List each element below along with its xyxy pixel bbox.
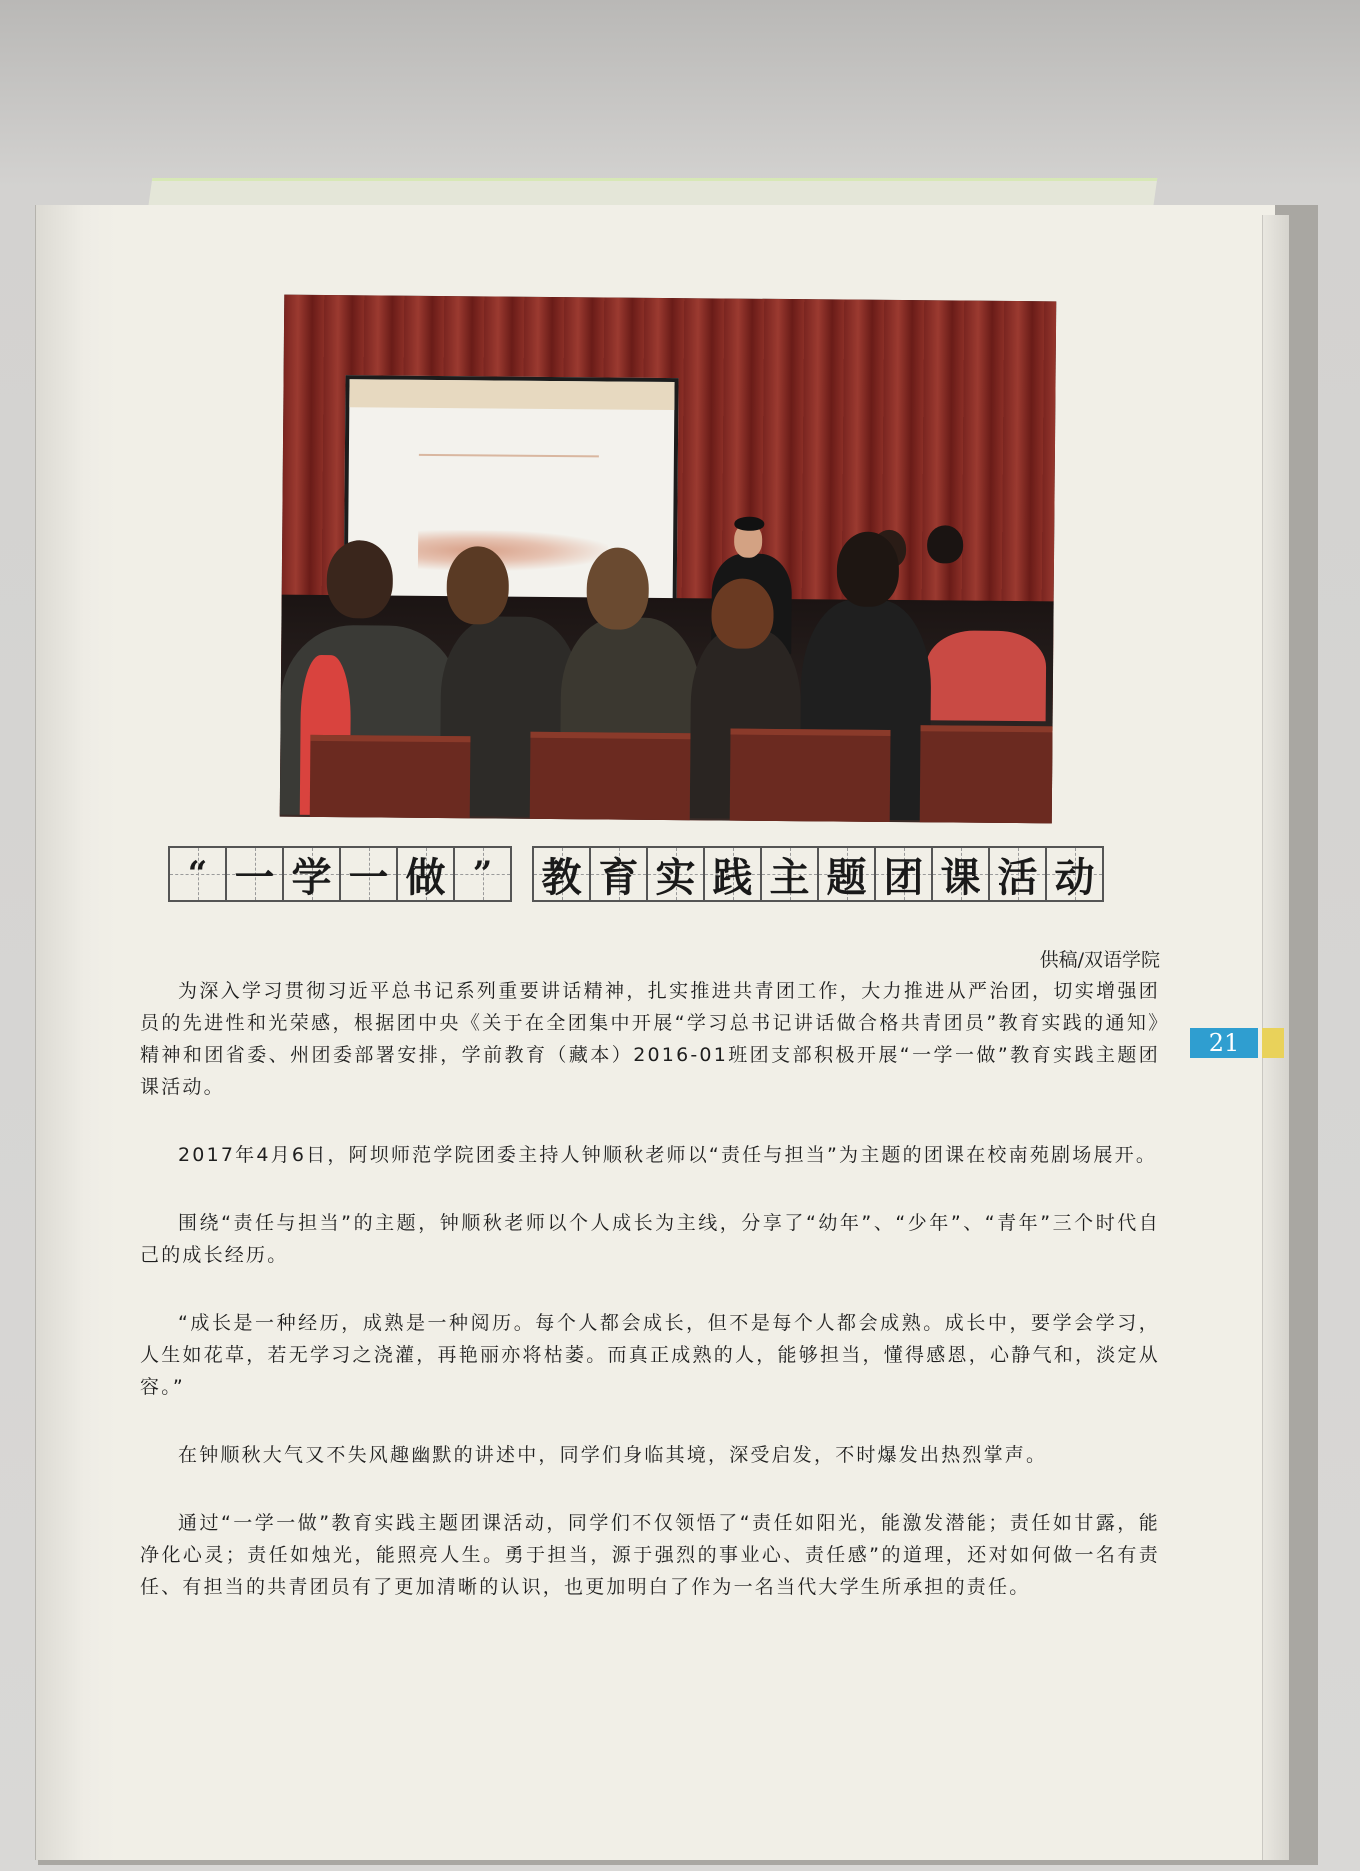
title-part-1: “ 一 学 一 做 ” xyxy=(170,846,512,902)
slide-graphic xyxy=(418,530,608,572)
paragraph: 在钟顺秋大气又不失风趣幽默的讲述中，同学们身临其境，深受启发，不时爆发出热烈掌声。 xyxy=(178,1444,1048,1466)
article-title xyxy=(170,840,1104,908)
chair xyxy=(310,735,471,823)
page-number-tab xyxy=(1262,1028,1284,1058)
title-part-2: 教 育 实 践 主 题 团 课 活 动 xyxy=(534,846,1104,902)
page-number: 21 xyxy=(1190,1028,1258,1058)
paragraph: 围绕“责任与担当”的主题，钟顺秋老师以个人成长为主线，分享了“幼年”、“少年”、“青年”三个时代自己的成长经历。 xyxy=(140,1212,1160,1266)
page-spine xyxy=(35,205,116,1860)
paragraph: 2017年4月6日，阿坝师范学院团委主持人钟顺秋老师以“责任与担当”为主题的团课在校南苑剧场展开。 xyxy=(178,1144,1158,1166)
paragraph: 为深入学习贯彻习近平总书记系列重要讲话精神，扎实推进共青团工作，大力推进从严治团，切实增强团员的先进性和光荣感，根据团中央《关于在全团集中开展“学习总书记讲话做合格共青团员”教育实践的通知》精神和团省委、州团委部署安排，学前教育（藏本）2016-01班团支部积极开展“一学一做”教育实践主题团课活动。 xyxy=(140,980,1160,1098)
event-photo xyxy=(280,295,1057,824)
paragraph: 通过“一学一做”教育实践主题团课活动，同学们不仅领悟了“责任如阳光，能激发潜能；责任如甘露，能净化心灵；责任如烛光，能照亮人生。勇于担当，源于强烈的事业心、责任感”的道理，还对如何做一名有责任、有担当的共青团员有了更加清晰的认识，也更加明白了作为一名当代大学生所承担的责任。 xyxy=(140,1512,1160,1598)
article-body xyxy=(140,975,1160,1639)
byline: 供稿/双语学院 xyxy=(1039,949,1160,971)
chair xyxy=(730,729,891,824)
slide-title xyxy=(419,454,599,472)
chair xyxy=(920,725,1057,823)
chair xyxy=(530,732,691,824)
paragraph: “成长是一种经历，成熟是一种阅历。每个人都会成长，但不是每个人都会成熟。成长中，要学会学习，人生如花草，若无学习之浇灌，再艳丽亦将枯萎。而真正成熟的人，能够担当，懂得感恩，心静气和，淡定从容。” xyxy=(140,1312,1160,1398)
